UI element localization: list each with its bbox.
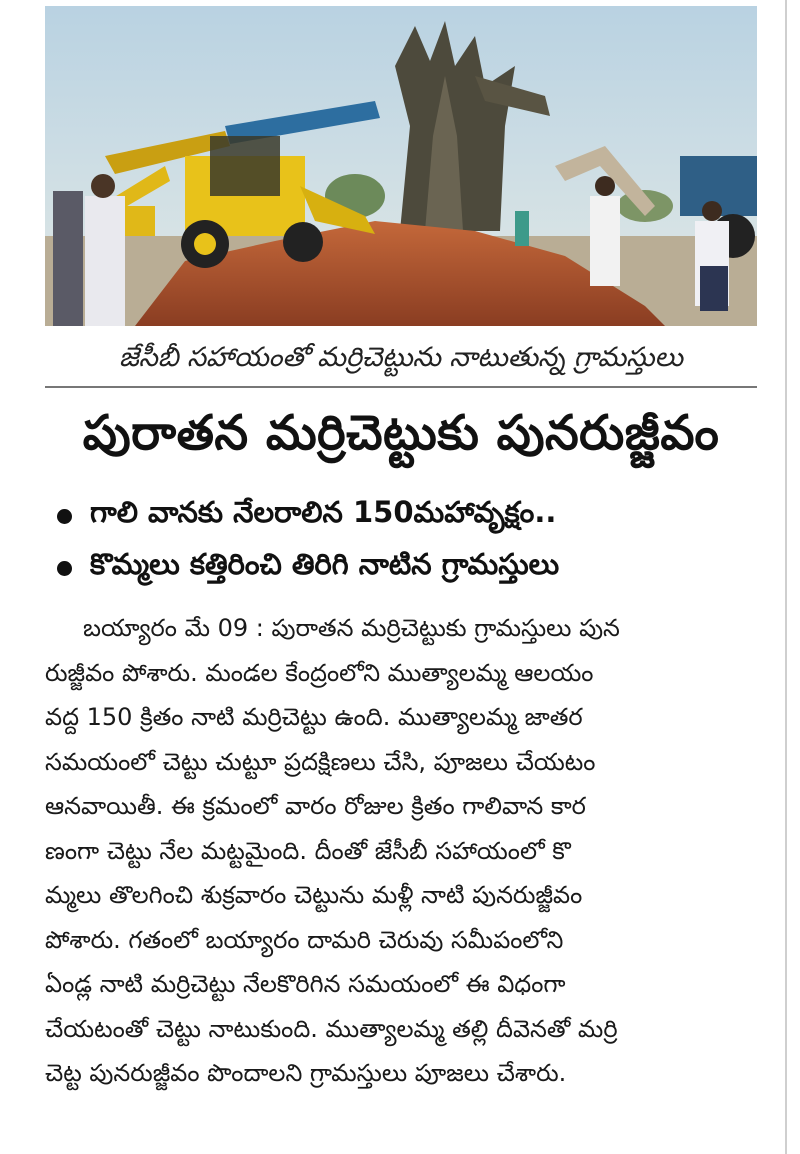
news-photo	[45, 6, 757, 326]
body-line: చెట్ట పునరుజ్జీవం పొందాలని గ్రామస్తులు పూజలు చేశారు.	[45, 1059, 567, 1087]
body-line: పోశారు. గతంలో బయ్యారం దామరి చెరువు సమీపంలోని	[45, 925, 564, 954]
bullet-icon	[57, 509, 72, 524]
body-line: మ్మలు తొలగించి శుక్రవారం చెట్టును మళ్లీ నాటి పునరుజ్జీవం	[45, 881, 583, 909]
article-headline: పురాతన మర్రిచెట్టుకు పునరుజ్జీవం	[82, 405, 720, 461]
bullet-point	[45, 494, 757, 538]
photo-caption: జేసీబీ సహాయంతో మర్రిచెట్టును నాటుతున్న గ్రామస్తులు	[45, 336, 757, 388]
body-line: చేయటంతో చెట్టు నాటుకుంది. ముత్యాలమ్మ తల్లి దీవెనతో మర్రి	[45, 1014, 618, 1043]
bullet-icon	[57, 561, 72, 576]
body-line: బయ్యారం మే 09 : పురాతన మర్రిచెట్టుకు గ్రామస్తులు పున	[83, 614, 620, 642]
column-divider	[785, 0, 787, 1154]
body-line: ఏండ్ల నాటి మర్రిచెట్టు నేలకొరిగిన సమయంలో ఈ విధంగా	[45, 970, 566, 998]
body-line: సమయంలో చెట్టు చుట్టూ ప్రదక్షిణలు చేసి, పూజలు చేయటం	[45, 747, 596, 776]
body-line: ఆనవాయితీ. ఈ క్రమంలో వారం రోజుల క్రితం గాలివాన కార	[45, 792, 586, 820]
article-body	[45, 606, 757, 1096]
bullet-text: కొమ్మలు కత్తిరించి తిరిగి నాటిన గ్రామస్తులు	[90, 547, 560, 581]
photo-jcb-replanting-tree-icon	[45, 6, 757, 326]
bullet-text: గాలి వానకు నేలరాలిన 150మహావృక్షం..	[90, 495, 557, 529]
body-line: రుజ్జీవం పోశారు. మండల కేంద్రంలోని ముత్యాలమ్మ ఆలయం	[45, 658, 594, 687]
subheadline-bullets	[45, 494, 757, 598]
bullet-point	[45, 546, 757, 590]
body-line: ణంగా చెట్టు నేల మట్టమైంది. దీంతో జేసీబీ సహాయంలో కొ	[45, 836, 571, 865]
body-line: వద్ద 150 క్రితం నాటి మర్రిచెట్టు ఉంది. ముత్యాలమ్మ జాతర	[45, 703, 583, 731]
